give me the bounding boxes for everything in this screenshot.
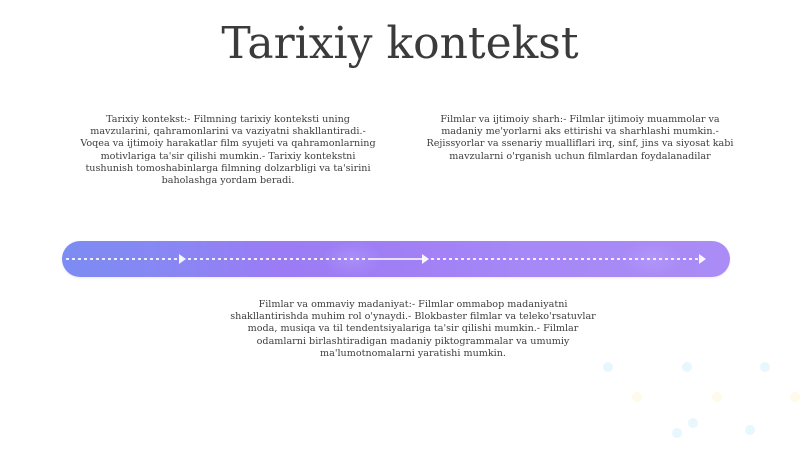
decorative-dot (712, 392, 722, 402)
text-block-historical-context: Tarixiy kontekst:- Filmning tarixiy konteksti uning mavzularini, qahramonlarini va vaziyatni shakllantiradi.- Voqea va ijtimoiy harakatlar film syujeti va qahramonlarning motivlariga ta'sir qilishi mumkin.- Tarixiy kontekstni tushunish tomoshabinlarga filmning dolzarbligi va ta'sirini baholashga yordam beradi. (80, 114, 376, 187)
decorative-dot (688, 418, 698, 428)
decorative-dot (745, 425, 755, 435)
timeline-dotted-segment (431, 258, 701, 260)
decorative-dot (632, 392, 642, 402)
decorative-dot (672, 428, 682, 438)
timeline-dotted-segment (188, 258, 368, 260)
decorative-dot (682, 362, 692, 372)
decorative-dot (760, 362, 770, 372)
slide-title: Tarixiy kontekst (221, 18, 579, 69)
timeline-solid-segment (368, 258, 424, 260)
arrow-right-icon (179, 254, 186, 264)
arrow-right-icon (699, 254, 706, 264)
decorative-dot (790, 392, 800, 402)
text-block-popular-culture: Filmlar va ommaviy madaniyat:- Filmlar ommabop madaniyatni shakllantirishda muhim rol o'ynaydi.- Blokbaster filmlar va teleko'rsatuvlar moda, musiqa va til tendentsiyalariga ta'sir qilishi mumkin.- Filmlar odamlarni birlashtiradigan madaniy piktogrammalar va umumiy ma'lumotnomalarni yaratishi mumkin. (230, 299, 596, 359)
text-block-social-commentary: Filmlar va ijtimoiy sharh:- Filmlar ijtimoiy muammolar va madaniy me'yorlarni aks ettirishi va sharhlashi mumkin.- Rejissyorlar va ssenariy mualliflari irq, sinf, jins va siyosat kabi mavzularni o'rganish uchun filmlardan foydalanadilar (426, 114, 734, 162)
arrow-right-icon (422, 254, 429, 264)
timeline-dotted-segment (66, 258, 182, 260)
timeline-bar (62, 241, 730, 277)
decorative-dot (603, 362, 613, 372)
